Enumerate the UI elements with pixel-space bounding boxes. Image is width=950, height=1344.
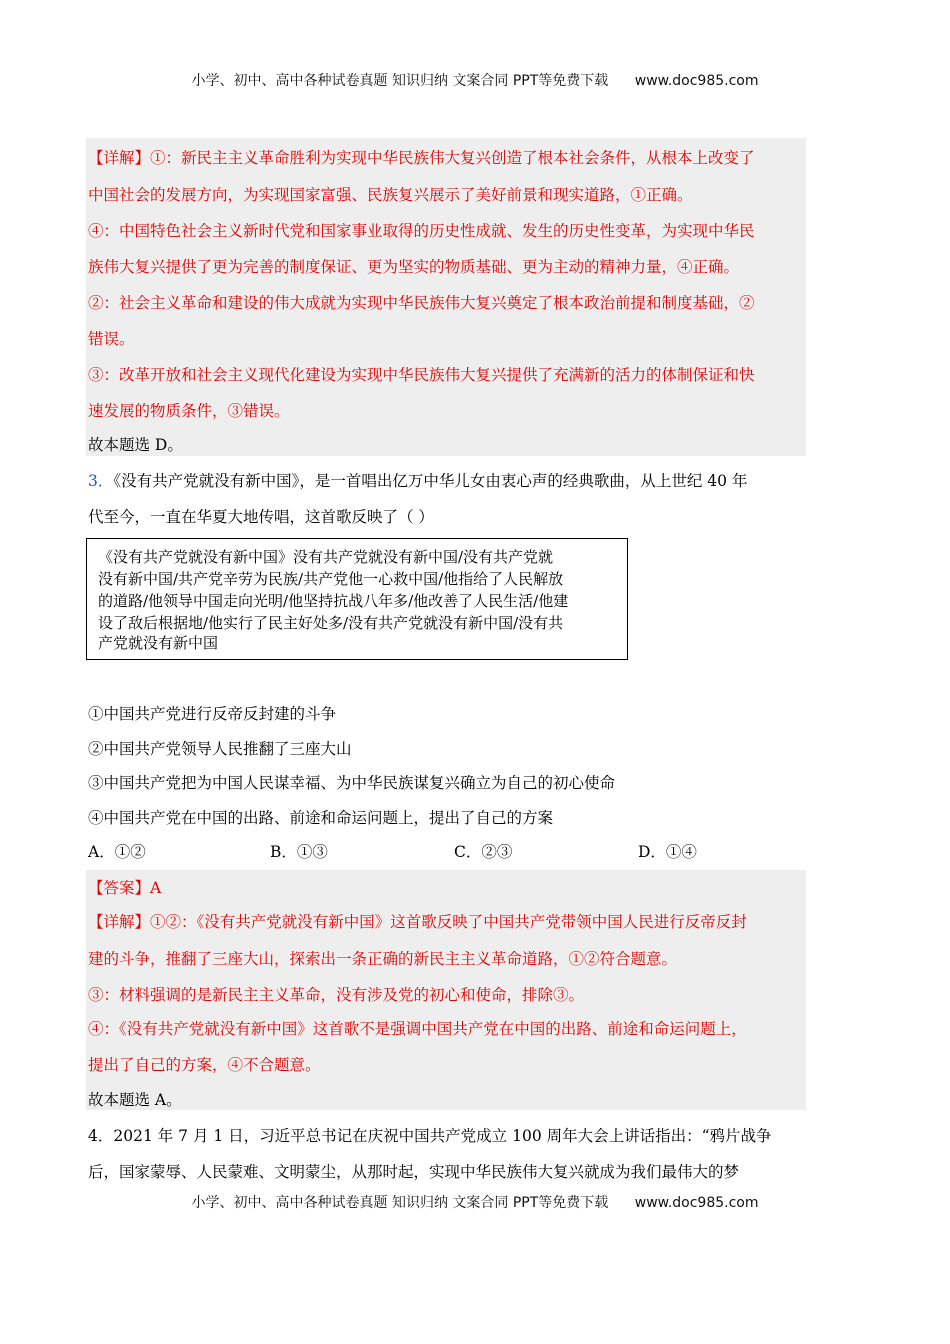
- q2-explanation-line: 【详解】①：新民主主义革命胜利为实现中华民族伟大复兴创造了根本社会条件，从根本上改变了: [88, 149, 755, 167]
- answer-value: A: [150, 879, 162, 897]
- q3-number: 3．: [88, 472, 114, 490]
- q3-statement: ③中国共产党把为中国人民谋幸福、为中华民族谋复兴确立为自己的初心使命: [88, 774, 616, 792]
- q3-explanation-line: ④：《没有共产党就没有新中国》这首歌不是强调中国共产党在中国的出路、前途和命运问题上，: [88, 1020, 747, 1038]
- page-header: [0, 70, 950, 90]
- q2-conclusion: 故本题选 D。: [88, 436, 183, 454]
- q2-explanation-line: ②：社会主义革命和建设的伟大成就为实现中华民族伟大复兴奠定了根本政治前提和制度基础，②: [88, 294, 755, 312]
- q3-explanation-line: 建的斗争，推翻了三座大山，探索出一条正确的新民主主义革命道路，①②符合题意。: [88, 950, 678, 968]
- q4-stem-line: 4．2021 年 7 月 1 日，习近平总书记在庆祝中国共产党成立 100 周年大会上讲话指出：“鸦片战争: [88, 1127, 772, 1145]
- q4-stem-line: 后，国家蒙辱、人民蒙难、文明蒙尘，从那时起，实现中华民族伟大复兴就成为我们最伟大的梦: [88, 1163, 740, 1181]
- q3-option-d[interactable]: D．①④: [638, 843, 697, 861]
- footer-text: 小学、初中、高中各种试卷真题 知识归纳 文案合同 PPT等免费下载: [191, 1195, 609, 1211]
- material-line: 没有新中国/共产党辛劳为民族/共产党他一心救中国/他指给了人民解放: [98, 570, 564, 588]
- q3-statement: ①中国共产党进行反帝反封建的斗争: [88, 705, 337, 723]
- q2-explanation-line: 中国社会的发展方向，为实现国家富强、民族复兴展示了美好前景和现实道路，①正确。: [88, 186, 693, 204]
- q3-answer-line: [88, 876, 161, 898]
- footer-url[interactable]: www.doc985.com: [634, 1195, 759, 1211]
- q3-conclusion: 故本题选 A。: [88, 1091, 182, 1109]
- answer-tag: 【答案】: [88, 879, 151, 897]
- material-line: 设了敌后根据地/他实行了民主好处多/没有共产党就没有新中国/没有共: [98, 614, 564, 632]
- q3-explanation-line: 【详解】①②：《没有共产党就没有新中国》这首歌反映了中国共产党带领中国人民进行反帝反封: [88, 913, 747, 931]
- q3-option-a[interactable]: A．①②: [88, 843, 146, 861]
- q2-explanation-line: 速发展的物质条件，③错误。: [88, 402, 290, 420]
- q3-statement: ②中国共产党领导人民推翻了三座大山: [88, 740, 352, 758]
- q3-explanation-line: 提出了自己的方案，④不合题意。: [88, 1056, 321, 1074]
- material-line: 《没有共产党就没有新中国》没有共产党就没有新中国/没有共产党就: [98, 548, 554, 566]
- q3-option-b[interactable]: B．①③: [270, 843, 328, 861]
- q2-explanation-line: 错误。: [88, 330, 135, 348]
- q2-explanation-line: ④：中国特色社会主义新时代党和国家事业取得的历史性成就、发生的历史性变革，为实现中华民: [88, 222, 755, 240]
- header-text: 小学、初中、高中各种试卷真题 知识归纳 文案合同 PPT等免费下载: [191, 73, 609, 89]
- material-line: 的道路/他领导中国走向光明/他坚持抗战八年多/他改善了人民生活/他建: [98, 592, 569, 610]
- q3-explanation-line: ③：材料强调的是新民主主义革命，没有涉及党的初心和使命，排除③。: [88, 986, 585, 1004]
- header-url[interactable]: www.doc985.com: [634, 73, 759, 89]
- material-line: 产党就没有新中国: [98, 634, 219, 652]
- q3-option-c[interactable]: C．②③: [454, 843, 513, 861]
- q3-stem-line: 3．《没有共产党就没有新中国》，是一首唱出亿万中华儿女由衷心声的经典歌曲，从上世纪 40 年: [88, 472, 748, 490]
- q2-explanation-line: 族伟大复兴提供了更为完善的制度保证、更为坚实的物质基础、更为主动的精神力量，④正确。: [88, 258, 740, 276]
- page-footer: [0, 1192, 950, 1212]
- explanation-tag: 【详解】: [88, 913, 151, 931]
- explanation-tag: 【详解】: [88, 149, 151, 167]
- q3-statement: ④中国共产党在中国的出路、前途和命运问题上，提出了自己的方案: [88, 809, 554, 827]
- q3-stem-line: 代至今，一直在华夏大地传唱，这首歌反映了（ ）: [88, 508, 434, 526]
- q2-explanation-line: ③：改革开放和社会主义现代化建设为实现中华民族伟大复兴提供了充满新的活力的体制保证和快: [88, 366, 755, 384]
